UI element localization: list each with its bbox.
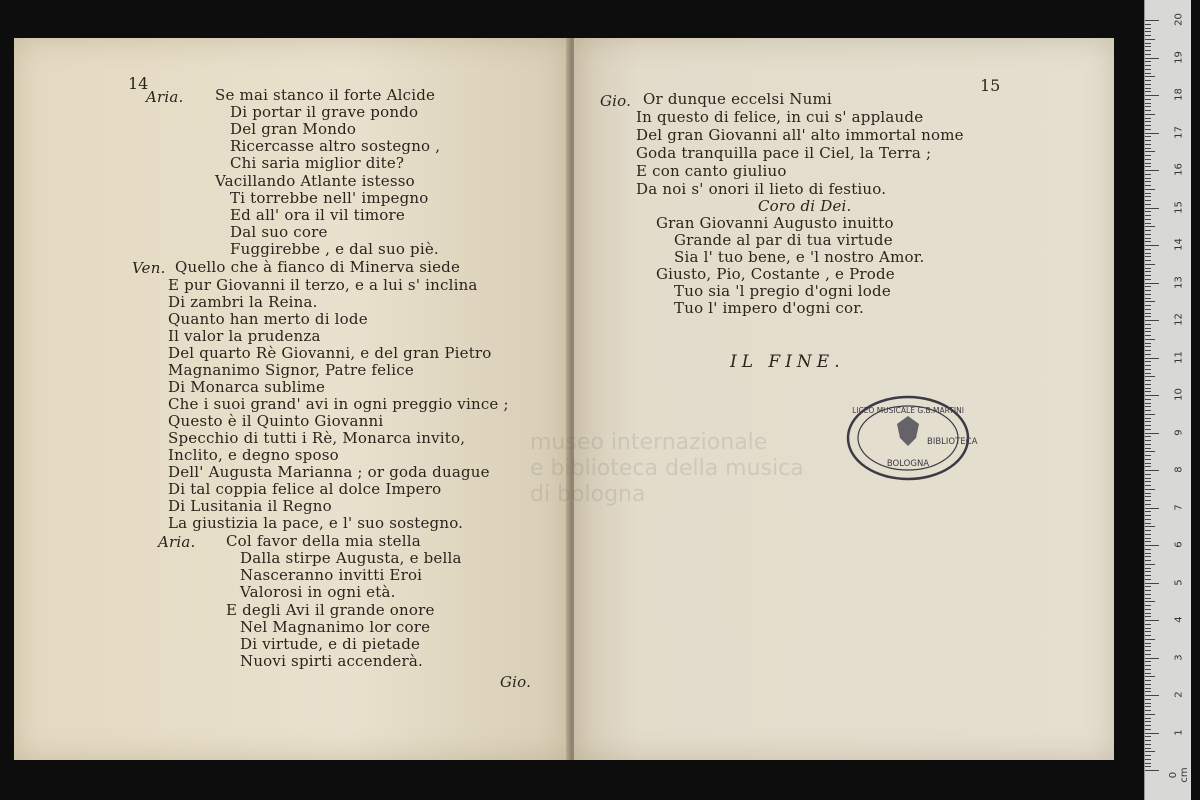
ruler-minor-tick <box>1145 24 1151 25</box>
ruler-minor-tick <box>1145 73 1151 74</box>
ruler-minor-tick <box>1145 673 1151 674</box>
ruler-minor-tick <box>1145 61 1151 62</box>
ruler-minor-tick <box>1145 755 1151 756</box>
ruler-minor-tick <box>1145 538 1151 539</box>
ruler-minor-tick <box>1145 69 1151 70</box>
verse-line: Di tal coppia felice al dolce Impero <box>168 480 442 498</box>
watermark-line: museo internazionale <box>530 430 768 455</box>
verse-line: Tuo sia 'l pregio d'ogni lode <box>674 282 891 300</box>
verse-line: Vacillando Atlante istesso <box>215 172 415 190</box>
catchword: Gio. <box>500 673 532 691</box>
ruler-minor-tick <box>1145 91 1151 92</box>
ruler-major-tick <box>1145 470 1159 471</box>
ruler-minor-tick <box>1145 680 1151 681</box>
ruler-minor-tick <box>1145 324 1151 325</box>
ruler-minor-tick <box>1145 350 1151 351</box>
ruler-minor-tick <box>1145 628 1151 629</box>
verse-line: Dell' Augusta Marianna ; or goda duague <box>168 463 490 481</box>
ruler-label: 8 <box>1173 466 1185 473</box>
ruler-minor-tick <box>1145 748 1151 749</box>
ruler-major-tick <box>1145 620 1159 621</box>
ruler-minor-tick <box>1145 530 1151 531</box>
ruler-label: 0 cm <box>1168 767 1190 783</box>
verse-line: E pur Giovanni il terzo, e a lui s' inclina <box>168 276 478 294</box>
verse-line: Inclito, e degno sposo <box>168 446 339 464</box>
ruler-minor-tick <box>1145 639 1155 640</box>
ruler-minor-tick <box>1145 114 1155 115</box>
ruler-minor-tick <box>1145 493 1151 494</box>
ruler-minor-tick <box>1145 763 1151 764</box>
ruler-minor-tick <box>1145 234 1151 235</box>
ruler-minor-tick <box>1145 253 1151 254</box>
ruler-minor-tick <box>1145 466 1151 467</box>
ruler-minor-tick <box>1145 721 1151 722</box>
ruler-minor-tick <box>1145 609 1151 610</box>
ruler-minor-tick <box>1145 166 1151 167</box>
chorus-heading: Coro di Dei. <box>758 197 852 215</box>
ruler-major-tick <box>1145 733 1159 734</box>
ruler-minor-tick <box>1145 339 1155 340</box>
verse-line: Se mai stanco il forte Alcide <box>215 86 436 104</box>
ruler-minor-tick <box>1145 654 1151 655</box>
ruler-minor-tick <box>1145 80 1151 81</box>
ruler-minor-tick <box>1145 519 1151 520</box>
ruler-minor-tick <box>1145 725 1151 726</box>
ruler-major-tick <box>1145 433 1159 434</box>
ruler-major-tick <box>1145 545 1159 546</box>
ruler-label: 10 <box>1173 388 1185 401</box>
ruler-label: 15 <box>1173 200 1185 214</box>
ruler-minor-tick <box>1145 328 1151 329</box>
ruler-minor-tick <box>1145 489 1155 490</box>
ruler-label: 20 <box>1173 13 1185 26</box>
left-page-number: 14 <box>128 74 149 93</box>
ruler-minor-tick <box>1145 140 1151 141</box>
ruler-label: 16 <box>1173 163 1185 176</box>
verse-line: Il valor la prudenza <box>168 327 321 345</box>
ruler-minor-tick <box>1145 159 1151 160</box>
ruler-minor-tick <box>1145 301 1155 302</box>
ruler-major-tick <box>1145 170 1159 171</box>
svg-text:BOLOGNA: BOLOGNA <box>886 459 930 469</box>
ruler-major-tick <box>1145 283 1159 284</box>
verse-line: La giustizia la pace, e l' suo sostegno. <box>168 514 464 532</box>
ruler-minor-tick <box>1145 155 1151 156</box>
ruler-minor-tick <box>1145 474 1151 475</box>
svg-text:LICEO MUSICALE G.B.MARTINI: LICEO MUSICALE G.B.MARTINI <box>852 406 964 415</box>
ruler-minor-tick <box>1145 249 1151 250</box>
ruler-minor-tick <box>1145 440 1151 441</box>
ruler-minor-tick <box>1145 571 1151 572</box>
ruler-minor-tick <box>1145 129 1151 130</box>
ruler-minor-tick <box>1145 223 1151 224</box>
ruler-minor-tick <box>1145 313 1151 314</box>
ruler-minor-tick <box>1145 200 1151 201</box>
verse-line: Col favor della mia stella <box>226 532 421 550</box>
verse-line: Dal suo core <box>230 223 328 241</box>
ruler-minor-tick <box>1145 106 1151 107</box>
ruler-minor-tick <box>1145 568 1151 569</box>
verse-line: Fuggirebbe , e dal suo piè. <box>230 240 439 258</box>
ruler-minor-tick <box>1145 511 1151 512</box>
ruler-minor-tick <box>1145 744 1151 745</box>
verse-line: Di virtude, e di pietade <box>240 635 421 653</box>
ruler-minor-tick <box>1145 403 1151 404</box>
ruler-minor-tick <box>1145 35 1151 36</box>
verse-line: E con canto giuliuo <box>636 162 787 180</box>
ruler-minor-tick <box>1145 294 1151 295</box>
ruler-minor-tick <box>1145 28 1151 29</box>
ruler-minor-tick <box>1145 238 1151 239</box>
verse-line: Grande al par di tua virtude <box>674 231 893 249</box>
verse-line: Nel Magnanimo lor core <box>240 618 431 636</box>
ruler-minor-tick <box>1145 380 1151 381</box>
ruler-minor-tick <box>1145 163 1151 164</box>
ruler-minor-tick <box>1145 691 1151 692</box>
ruler-minor-tick <box>1145 504 1151 505</box>
ruler-minor-tick <box>1145 526 1155 527</box>
svg-text:BIBLIOTECA: BIBLIOTECA <box>927 437 978 447</box>
ruler-minor-tick <box>1145 185 1151 186</box>
ruler-minor-tick <box>1145 515 1151 516</box>
ruler-minor-tick <box>1145 226 1155 227</box>
ruler-minor-tick <box>1145 121 1151 122</box>
ruler-minor-tick <box>1145 31 1151 32</box>
ruler-major-tick <box>1145 20 1159 21</box>
ruler-label: 12 <box>1173 313 1185 326</box>
ruler-minor-tick <box>1145 88 1151 89</box>
ruler-minor-tick <box>1145 436 1151 437</box>
ruler-minor-tick <box>1145 204 1151 205</box>
ruler-minor-tick <box>1145 50 1151 51</box>
verse-line: Di Monarca sublime <box>168 378 326 396</box>
ruler-minor-tick <box>1145 500 1151 501</box>
ruler-major-tick <box>1145 358 1159 359</box>
ruler-minor-tick <box>1145 586 1151 587</box>
verse-line: Questo è il Quinto Giovanni <box>168 412 384 430</box>
ruler-minor-tick <box>1145 271 1151 272</box>
ruler-minor-tick <box>1145 118 1151 119</box>
ruler-minor-tick <box>1145 290 1151 291</box>
ruler-minor-tick <box>1145 523 1151 524</box>
ruler-minor-tick <box>1145 643 1151 644</box>
ruler-minor-tick <box>1145 448 1151 449</box>
ruler-minor-tick <box>1145 76 1155 77</box>
ruler-minor-tick <box>1145 688 1151 689</box>
ruler-minor-tick <box>1145 598 1151 599</box>
ruler-minor-tick <box>1145 414 1155 415</box>
ruler-minor-tick <box>1145 429 1151 430</box>
ruler-minor-tick <box>1145 305 1151 306</box>
verse-line: Del quarto Rè Giovanni, e del gran Pietro <box>168 344 492 362</box>
ruler-minor-tick <box>1145 286 1151 287</box>
ruler-minor-tick <box>1145 553 1151 554</box>
ruler-major-tick <box>1145 58 1159 59</box>
verse-line: Magnanimo Signor, Patre felice <box>168 361 414 379</box>
ruler-minor-tick <box>1145 241 1151 242</box>
ruler-major-tick <box>1145 208 1159 209</box>
ruler-minor-tick <box>1145 189 1155 190</box>
verse-line: Di Lusitania il Regno <box>168 497 332 515</box>
verse-line: Da noi s' onori il lieto di festiuo. <box>636 180 887 198</box>
ruler-minor-tick <box>1145 421 1151 422</box>
ruler-minor-tick <box>1145 174 1151 175</box>
ruler-minor-tick <box>1145 650 1151 651</box>
ruler-label: 5 <box>1173 578 1185 586</box>
ruler-minor-tick <box>1145 260 1151 261</box>
ruler-minor-tick <box>1145 635 1151 636</box>
ruler-label: 4 <box>1173 616 1185 623</box>
ruler-minor-tick <box>1145 369 1151 370</box>
verse-line: Di zambri la Reina. <box>168 293 318 311</box>
ruler-minor-tick <box>1145 706 1151 707</box>
ruler-minor-tick <box>1145 740 1151 741</box>
measurement-ruler <box>1144 0 1191 800</box>
ruler-minor-tick <box>1145 560 1151 561</box>
verse-line: Ed all' ora il vil timore <box>230 206 405 224</box>
ruler-minor-tick <box>1145 343 1151 344</box>
verse-line: Nasceranno invitti Eroi <box>240 566 423 584</box>
ruler-minor-tick <box>1145 751 1155 752</box>
ruler-minor-tick <box>1145 110 1151 111</box>
ruler-major-tick <box>1145 395 1159 396</box>
ruler-minor-tick <box>1145 699 1151 700</box>
ruler-major-tick <box>1145 583 1159 584</box>
ruler-minor-tick <box>1145 354 1151 355</box>
ruler-minor-tick <box>1145 463 1151 464</box>
ruler-minor-tick <box>1145 684 1151 685</box>
ruler-minor-tick <box>1145 646 1151 647</box>
ruler-minor-tick <box>1145 703 1151 704</box>
ruler-minor-tick <box>1145 309 1151 310</box>
verse-line: Quello che à fianco di Minerva siede <box>175 258 461 276</box>
verse-line: Nuovi spirti accenderà. <box>240 652 423 670</box>
ruler-minor-tick <box>1145 125 1151 126</box>
digital-watermark <box>530 430 804 508</box>
ruler-major-tick <box>1145 95 1159 96</box>
verse-line: Specchio di tutti i Rè, Monarca invito, <box>168 429 466 447</box>
ruler-minor-tick <box>1145 346 1151 347</box>
ruler-minor-tick <box>1145 481 1151 482</box>
verse-line: Ricercasse altro sostegno , <box>230 137 441 155</box>
watermark-line: di bologna <box>530 482 646 507</box>
ruler-minor-tick <box>1145 181 1151 182</box>
ruler-minor-tick <box>1145 384 1151 385</box>
ruler-label: 19 <box>1173 50 1185 64</box>
ruler-minor-tick <box>1145 298 1151 299</box>
ruler-minor-tick <box>1145 99 1151 100</box>
library-stamp <box>845 394 978 482</box>
ruler-minor-tick <box>1145 103 1151 104</box>
ruler-label: 9 <box>1173 428 1185 436</box>
verse-line: Del gran Mondo <box>230 120 357 138</box>
ruler-label: 1 <box>1173 728 1185 736</box>
verse-line: Or dunque eccelsi Numi <box>643 90 832 108</box>
ruler-minor-tick <box>1145 718 1151 719</box>
verse-line: E degli Avi il grande onore <box>226 601 435 619</box>
ruler-minor-tick <box>1145 418 1151 419</box>
ruler-minor-tick <box>1145 594 1151 595</box>
ruler-label: 14 <box>1173 238 1185 251</box>
end-title: IL FINE. <box>730 352 845 372</box>
verse-line: Quanto han merto di lode <box>168 310 368 328</box>
ruler-minor-tick <box>1145 376 1155 377</box>
ruler-minor-tick <box>1145 736 1151 737</box>
verse-line: Ti torrebbe nell' impegno <box>230 189 429 207</box>
ruler-minor-tick <box>1145 388 1151 389</box>
ruler-minor-tick <box>1145 624 1151 625</box>
ruler-major-tick <box>1145 133 1159 134</box>
ruler-minor-tick <box>1145 496 1151 497</box>
ruler-minor-tick <box>1145 541 1151 542</box>
ruler-minor-tick <box>1145 331 1151 332</box>
ruler-minor-tick <box>1145 478 1151 479</box>
ruler-minor-tick <box>1145 365 1151 366</box>
ruler-major-tick <box>1145 245 1159 246</box>
ruler-minor-tick <box>1145 534 1151 535</box>
ruler-minor-tick <box>1145 193 1151 194</box>
ruler-minor-tick <box>1145 459 1151 460</box>
ruler-minor-tick <box>1145 549 1151 550</box>
ruler-label: 13 <box>1173 275 1185 289</box>
ruler-minor-tick <box>1145 556 1151 557</box>
ruler-major-tick <box>1145 695 1159 696</box>
ruler-label: 6 <box>1173 541 1185 548</box>
speaker-label: Ven. <box>132 259 166 277</box>
ruler-minor-tick <box>1145 196 1151 197</box>
ruler-minor-tick <box>1145 590 1151 591</box>
ruler-minor-tick <box>1145 151 1155 152</box>
ruler-minor-tick <box>1145 710 1151 711</box>
ruler-minor-tick <box>1145 406 1151 407</box>
ruler-minor-tick <box>1145 605 1151 606</box>
speaker-label: Aria. <box>158 533 196 551</box>
ruler-minor-tick <box>1145 43 1151 44</box>
ruler-label: 2 <box>1173 691 1185 698</box>
right-page-number: 15 <box>980 76 1001 95</box>
verse-line: Di portar il grave pondo <box>230 103 419 121</box>
ruler-minor-tick <box>1145 144 1151 145</box>
ruler-minor-tick <box>1145 455 1151 456</box>
ruler-minor-tick <box>1145 275 1151 276</box>
ruler-minor-tick <box>1145 676 1155 677</box>
ruler-minor-tick <box>1145 178 1151 179</box>
ruler-minor-tick <box>1145 148 1151 149</box>
verse-line: Che i suoi grand' avi in ogni preggio vince ; <box>168 395 509 413</box>
ruler-minor-tick <box>1145 451 1155 452</box>
verse-line: Tuo l' impero d'ogni cor. <box>674 299 864 317</box>
ruler-minor-tick <box>1145 46 1151 47</box>
ruler-minor-tick <box>1145 575 1151 576</box>
ruler-minor-tick <box>1145 54 1151 55</box>
watermark-line: e biblioteca della musica <box>530 456 804 481</box>
ruler-minor-tick <box>1145 215 1151 216</box>
ruler-minor-tick <box>1145 564 1155 565</box>
ruler-major-tick <box>1145 658 1159 659</box>
ruler-label: 3 <box>1173 653 1185 661</box>
ruler-major-tick <box>1145 508 1159 509</box>
verse-line: Chi saria miglior dite? <box>230 154 405 172</box>
ruler-label: 17 <box>1173 125 1185 139</box>
ruler-minor-tick <box>1145 39 1155 40</box>
ruler-label: 11 <box>1173 350 1185 364</box>
verse-line: Dalla stirpe Augusta, e bella <box>240 549 462 567</box>
ruler-minor-tick <box>1145 211 1151 212</box>
ruler-minor-tick <box>1145 601 1155 602</box>
ruler-minor-tick <box>1145 766 1151 767</box>
ruler-minor-tick <box>1145 485 1151 486</box>
ruler-label: 7 <box>1173 503 1185 511</box>
ruler-minor-tick <box>1145 316 1151 317</box>
verse-line: Goda tranquilla pace il Ciel, la Terra ; <box>636 144 932 162</box>
ruler-minor-tick <box>1145 268 1151 269</box>
ruler-minor-tick <box>1145 425 1151 426</box>
ruler-minor-tick <box>1145 256 1151 257</box>
ruler-minor-tick <box>1145 444 1151 445</box>
ruler-minor-tick <box>1145 616 1151 617</box>
verse-line: Sia l' tuo bene, e 'l nostro Amor. <box>674 248 925 266</box>
ruler-minor-tick <box>1145 230 1151 231</box>
ruler-minor-tick <box>1145 631 1151 632</box>
ruler-minor-tick <box>1145 361 1151 362</box>
ruler-minor-tick <box>1145 264 1155 265</box>
ruler-minor-tick <box>1145 661 1151 662</box>
ruler-minor-tick <box>1145 373 1151 374</box>
ruler-major-tick <box>1145 770 1159 771</box>
ruler-minor-tick <box>1145 613 1151 614</box>
ruler-minor-tick <box>1145 84 1151 85</box>
ruler-minor-tick <box>1145 219 1151 220</box>
speaker-label: Aria. <box>146 88 184 106</box>
verse-line: Valorosi in ogni età. <box>240 583 396 601</box>
verse-line: Giusto, Pio, Costante , e Prode <box>656 265 895 283</box>
ruler-minor-tick <box>1145 729 1151 730</box>
ruler-minor-tick <box>1145 65 1151 66</box>
ruler-minor-tick <box>1145 759 1151 760</box>
ruler-minor-tick <box>1145 279 1151 280</box>
ruler-minor-tick <box>1145 399 1151 400</box>
ruler-minor-tick <box>1145 669 1151 670</box>
ruler-minor-tick <box>1145 410 1151 411</box>
verse-line: Gran Giovanni Augusto inuitto <box>656 214 894 232</box>
verse-line: In questo di felice, in cui s' applaude <box>636 108 924 126</box>
verse-line: Del gran Giovanni all' alto immortal nome <box>636 126 964 144</box>
ruler-minor-tick <box>1145 136 1151 137</box>
ruler-minor-tick <box>1145 665 1151 666</box>
ruler-minor-tick <box>1145 579 1151 580</box>
speaker-label: Gio. <box>600 92 632 110</box>
ruler-minor-tick <box>1145 714 1155 715</box>
ruler-label: 18 <box>1173 88 1185 101</box>
ruler-minor-tick <box>1145 391 1151 392</box>
ruler-major-tick <box>1145 320 1159 321</box>
ruler-minor-tick <box>1145 335 1151 336</box>
